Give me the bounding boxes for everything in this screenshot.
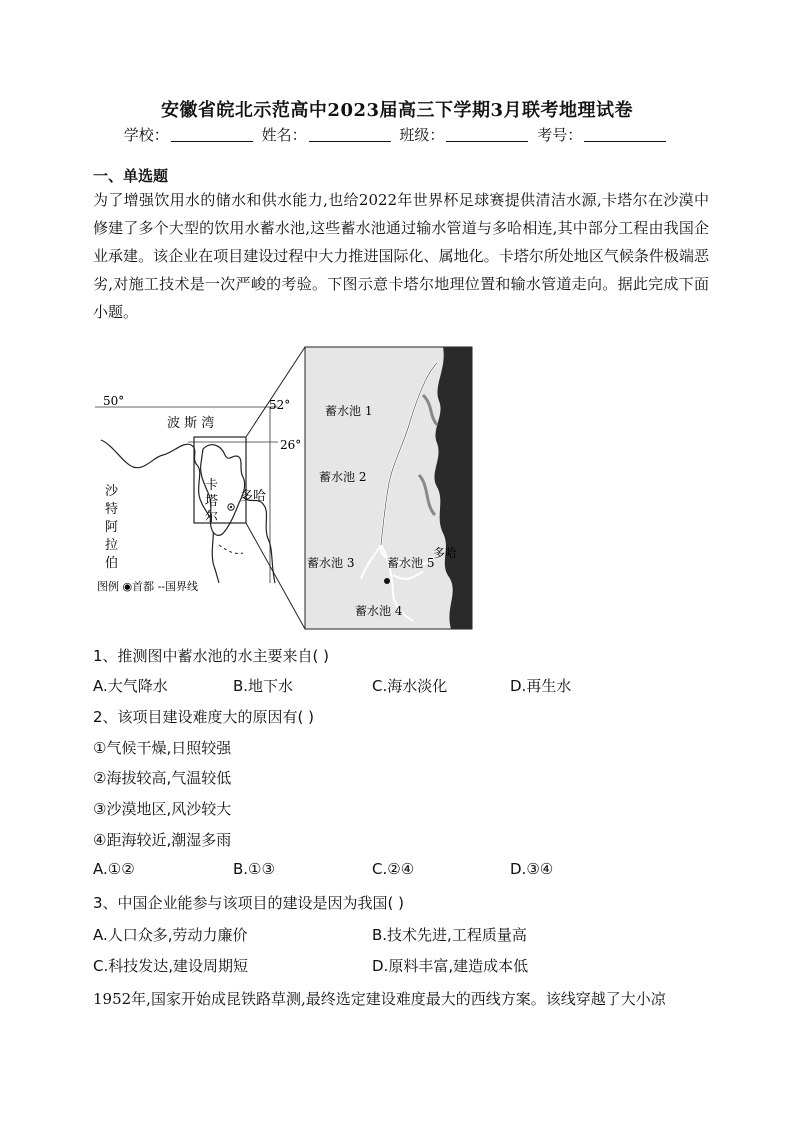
name-label: 姓名： xyxy=(261,126,307,144)
reservoir-5-label: 蓄水池 5 xyxy=(387,556,435,570)
question-3-option-d: D.原料丰富,建造成本低 xyxy=(372,957,529,975)
question-2-option-a: A.①② xyxy=(93,860,135,878)
reservoir-marker xyxy=(384,578,390,584)
longitude-52-label: 52° xyxy=(269,398,291,412)
question-2-option-c: C.②④ xyxy=(372,860,415,878)
question-3-stem: 3、中国企业能参与该项目的建设是因为我国( ) xyxy=(93,894,405,912)
question-1-stem: 1、推测图中蓄水池的水主要来自( ) xyxy=(93,647,330,665)
question-1-option-c: C.海水淡化 xyxy=(372,677,448,695)
section-heading: 一、单选题 xyxy=(93,167,169,185)
latitude-26-label: 26° xyxy=(280,438,302,452)
school-blank xyxy=(171,127,253,142)
question-1-option-b: B.地下水 xyxy=(233,677,294,695)
question-2-item-1: ①气候干燥,日照较强 xyxy=(93,739,232,757)
school-label: 学校： xyxy=(123,126,169,144)
question-2-item-2: ②海拔较高,气温较低 xyxy=(93,769,232,787)
doha-label-detail: 多哈 xyxy=(433,546,458,560)
reading-passage-1: 为了增强饮用水的储水和供水能力,也给2022年世界杯足球赛提供清洁水源,卡塔尔在沙漠中修建了多个大型的饮用水蓄水池,这些蓄水池通过输水管道与多哈相连,其中部分工程由我国企业承建。该企业在项目建设过程中大力推进国际化、属地化。卡塔尔所处地区气候条件极端恶劣,对施工技术是一次严峻的考验。下图示意卡塔尔地理位置和输水管道走向。据此完成下面小题。 xyxy=(93,191,709,321)
class-label: 班级： xyxy=(399,126,445,144)
saudi-arabia-char-4: 拉 xyxy=(105,538,119,553)
name-blank xyxy=(309,127,391,142)
reservoir-2-label: 蓄水池 2 xyxy=(319,470,367,484)
qatar-char-3: 尔 xyxy=(205,510,219,525)
question-3-option-a: A.人口众多,劳动力廉价 xyxy=(93,926,248,944)
longitude-50-label: 50° xyxy=(103,394,125,408)
question-3-option-b: B.技术先进,工程质量高 xyxy=(372,926,527,944)
qatar-char-1: 卡 xyxy=(205,478,219,493)
exam-title: 安徽省皖北示范高中2023届高三下学期3月联考地理试卷 xyxy=(160,100,634,121)
question-1-option-d: D.再生水 xyxy=(510,677,572,695)
reservoir-3-label: 蓄水池 3 xyxy=(307,556,355,570)
exam-number-blank xyxy=(584,127,666,142)
question-2-option-b: B.①③ xyxy=(233,860,275,878)
reservoir-4-label: 蓄水池 4 xyxy=(355,604,403,618)
pipeline-detail-map xyxy=(305,347,472,629)
question-2-stem: 2、该项目建设难度大的原因有( ) xyxy=(93,708,315,726)
doha-label-overview: 多哈 xyxy=(240,489,267,504)
saudi-arabia-char-3: 阿 xyxy=(105,520,119,535)
persian-gulf-label: 波 斯 湾 xyxy=(167,416,215,431)
question-3-option-c: C.科技发达,建设周期短 xyxy=(93,957,249,975)
question-2-item-4: ④距海较近,潮湿多雨 xyxy=(93,831,232,849)
qatar-map-figure xyxy=(93,345,483,635)
overview-map xyxy=(93,347,305,629)
question-1-option-a: A.大气降水 xyxy=(93,677,168,695)
reservoir-1-label: 蓄水池 1 xyxy=(325,404,373,418)
student-info-line xyxy=(0,124,794,145)
map-legend: 图例 ◉首都 --国界线 xyxy=(97,580,199,593)
saudi-arabia-char-2: 特 xyxy=(105,502,119,517)
question-2-item-3: ③沙漠地区,风沙较大 xyxy=(93,800,232,818)
question-2-option-d: D.③④ xyxy=(510,860,554,878)
class-blank xyxy=(446,127,528,142)
saudi-arabia-char-1: 沙 xyxy=(105,484,119,499)
saudi-arabia-char-5: 伯 xyxy=(105,556,119,571)
qatar-char-2: 塔 xyxy=(205,494,219,509)
exam-number-label: 考号： xyxy=(537,126,583,144)
reading-passage-2: 1952年,国家开始成昆铁路草测,最终选定建设难度最大的西线方案。该线穿越了大小凉 xyxy=(93,990,666,1008)
